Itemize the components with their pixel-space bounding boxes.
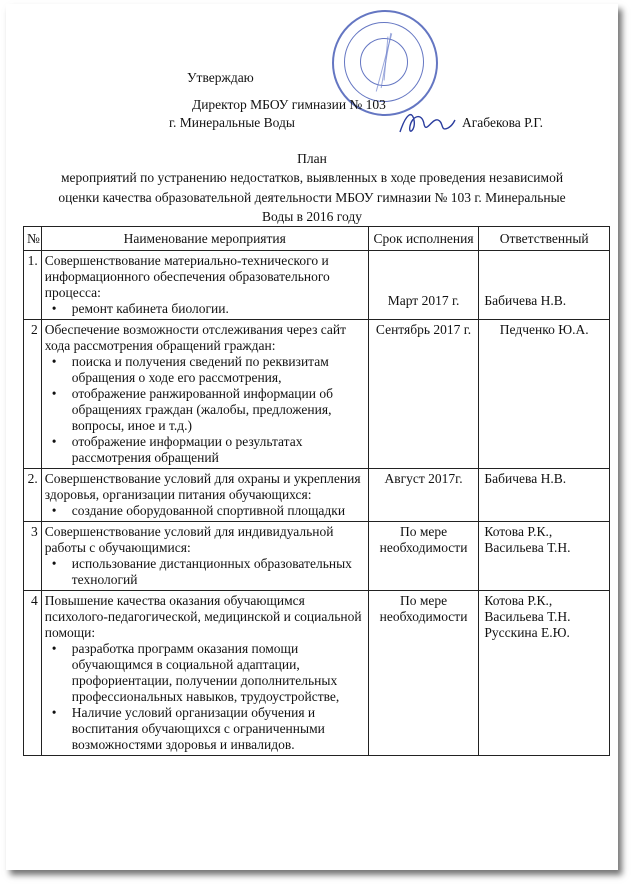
document-page (6, 4, 618, 870)
row-responsible: Бабичева Н.В. (479, 469, 610, 522)
list-item: • ремонт кабинета биологии. (72, 301, 365, 317)
row-activity-text: Обеспечение возможности отслеживания через сайт хода рассмотрения обращений граждан: (44, 322, 347, 353)
row-responsible: Бабичева Н.В. (479, 251, 610, 320)
row-term: По мере необходимости (368, 591, 479, 756)
city-label: г. Минеральные Воды (169, 115, 295, 130)
row-activity-text: Повышение качества оказания обучающимся психолого-педагогической, медицинской и социальной помощи: (44, 593, 362, 640)
plan-subtitle-line-2: оценки качества образовательной деятельности МБОУ гимназии № 103 г. Минеральные (58, 190, 566, 205)
row-activity (41, 469, 368, 522)
row-activity-text: Совершенствование условий для индивидуальной работы с обучающимися: (44, 524, 334, 555)
director-name: Агабекова Р.Г. (462, 115, 543, 130)
director-position: Директор МБОУ гимназии № 103 (192, 97, 386, 112)
header-term: Срок исполнения (368, 227, 479, 251)
plan-subtitle-line-3: Воды в 2016 году (262, 209, 362, 224)
plan-subtitle-line-1: мероприятий по устранению недостатков, выявленных в ходе проведения независимой (60, 170, 564, 185)
table-header-row (24, 227, 610, 251)
row-activity (41, 522, 368, 591)
row-number: 3 (24, 522, 42, 591)
row-responsible: Котова Р.К., Васильева Т.Н. (479, 522, 610, 591)
table-row (24, 251, 610, 320)
list-item: • Наличие условий организации обучения и воспитания обучающихся с ограниченными возможностями здоровья и инвалидов. (72, 705, 365, 753)
list-item: • поиска и получения сведений по реквизитам обращения о ходе его рассмотрения, (72, 354, 365, 386)
row-number: 4 (24, 591, 42, 756)
header-name: Наименование мероприятия (41, 227, 368, 251)
row-term: Сентябрь 2017 г. (368, 320, 479, 469)
list-item: • отображение информации о результатах рассмотрения обращений (72, 434, 365, 466)
row-activity (41, 251, 368, 320)
header-number: № (24, 227, 42, 251)
row-activity (41, 591, 368, 756)
row-activity (41, 320, 368, 469)
list-item: • отображение ранжированной информации об обращениях граждан (жалобы, предложения, вопросы, иное и т.д.) (72, 386, 365, 434)
table-row (24, 469, 610, 522)
approve-label: Утверждаю (187, 70, 254, 85)
row-responsible: Котова Р.К., Васильева Т.Н. Русскина Е.Ю. (479, 591, 610, 756)
handwritten-signature-icon (396, 106, 456, 140)
list-item: • создание оборудованной спортивной площадки (72, 503, 365, 519)
list-item: • использование дистанционных образовательных технологий (72, 556, 365, 588)
row-number: 2. (24, 469, 42, 522)
row-responsible: Педченко Ю.А. (479, 320, 610, 469)
plan-table (23, 226, 610, 756)
header-responsible: Ответственный (479, 227, 610, 251)
list-item: • разработка программ оказания помощи обучающимся в социальной адаптации, профориентации, получении дополнительных профессиональных навыков, трудоустройстве, (72, 641, 365, 705)
plan-title: План (297, 151, 327, 166)
row-activity-text: Совершенствование условий для охраны и укрепления здоровья, организации питания обучающихся: (44, 471, 361, 502)
row-activity-text: Совершенствование материально-технического и информационного обеспечения образовательного процесса: (44, 253, 330, 300)
table-row (24, 320, 610, 469)
table-row (24, 522, 610, 591)
row-term: По мере необходимости (368, 522, 479, 591)
row-term: Март 2017 г. (368, 251, 479, 320)
row-number: 1. (24, 251, 42, 320)
row-term: Август 2017г. (368, 469, 479, 522)
table-row (24, 591, 610, 756)
row-number: 2 (24, 320, 42, 469)
